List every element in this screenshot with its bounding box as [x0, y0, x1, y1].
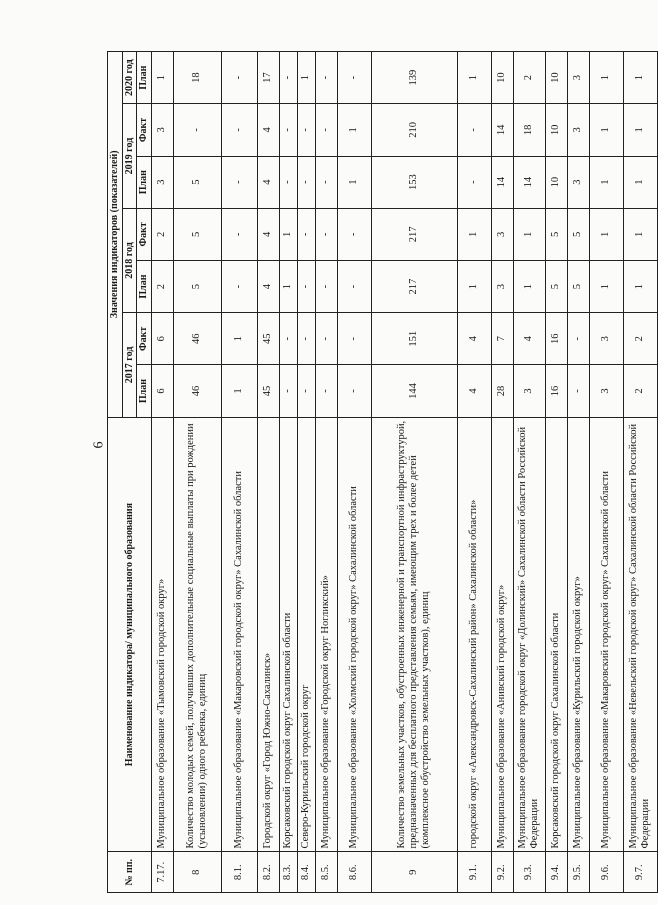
value-cell-p2020: 18: [173, 52, 221, 104]
value-cell-p2019: 3: [567, 156, 589, 208]
row-number-cell: 9.4.: [545, 852, 567, 893]
header-plan: План: [137, 260, 152, 312]
indicators-table: [107, 51, 658, 893]
indicator-name-cell: городской округ «Александровск-Сахалинский район» Сахалинской области»: [457, 417, 491, 852]
header-num: № пп.: [108, 852, 152, 893]
value-cell-p2020: 1: [589, 52, 623, 104]
value-cell-f2018: -: [297, 208, 315, 260]
value-cell-f2017: -: [337, 313, 371, 365]
value-cell-f2018: -: [315, 208, 337, 260]
value-cell-p2017: 45: [257, 365, 279, 417]
value-cell-p2017: -: [567, 365, 589, 417]
table-row: [513, 52, 545, 893]
header-group: Значения индикаторов (показателей): [108, 52, 123, 418]
value-cell-p2017: 2: [623, 365, 657, 417]
value-cell-f2019: -: [297, 104, 315, 156]
value-cell-p2019: -: [315, 156, 337, 208]
row-number-cell: 9.2.: [491, 852, 513, 893]
value-cell-p2018: 217: [371, 260, 457, 312]
row-number-cell: 8.1.: [221, 852, 257, 893]
indicator-name-cell: Муниципальное образование «Курильский городской округ»: [567, 417, 589, 852]
value-cell-f2018: 4: [257, 208, 279, 260]
value-cell-p2019: -: [457, 156, 491, 208]
value-cell-p2018: 5: [173, 260, 221, 312]
value-cell-p2018: -: [315, 260, 337, 312]
value-cell-p2017: 16: [545, 365, 567, 417]
value-cell-p2018: 5: [545, 260, 567, 312]
row-number-cell: 9.5.: [567, 852, 589, 893]
value-cell-p2020: 3: [567, 52, 589, 104]
value-cell-p2020: 17: [257, 52, 279, 104]
row-number-cell: 9: [371, 852, 457, 893]
value-cell-f2018: 5: [567, 208, 589, 260]
header-year-2018: 2018 год: [122, 208, 137, 312]
indicator-name-cell: Муниципальное образование городской округ «Долинский» Сахалинской области Российской Федерации: [513, 417, 545, 852]
value-cell-p2019: 153: [371, 156, 457, 208]
table-row: [173, 52, 221, 893]
value-cell-p2017: 1: [221, 365, 257, 417]
value-cell-p2019: 3: [151, 156, 173, 208]
page-number: 6: [91, 441, 107, 449]
value-cell-f2019: 3: [151, 104, 173, 156]
indicator-name-cell: Корсаковский городской округ Сахалинской области: [545, 417, 567, 852]
header-year-2019: 2019 год: [122, 104, 137, 208]
value-cell-p2020: 139: [371, 52, 457, 104]
value-cell-p2017: -: [337, 365, 371, 417]
value-cell-f2017: -: [279, 313, 297, 365]
header-year-2017: 2017 год: [122, 313, 137, 417]
value-cell-p2020: 1: [623, 52, 657, 104]
value-cell-f2017: 45: [257, 313, 279, 365]
value-cell-p2017: 4: [457, 365, 491, 417]
value-cell-f2017: 3: [589, 313, 623, 365]
indicator-name-cell: Муниципальное образование «Городской округ Ногликский»: [315, 417, 337, 852]
value-cell-f2017: 7: [491, 313, 513, 365]
value-cell-f2019: 1: [337, 104, 371, 156]
value-cell-p2020: -: [279, 52, 297, 104]
value-cell-p2019: 5: [173, 156, 221, 208]
value-cell-f2019: -: [173, 104, 221, 156]
row-number-cell: 8.3.: [279, 852, 297, 893]
row-number-cell: 7.17.: [151, 852, 173, 893]
value-cell-f2018: 1: [513, 208, 545, 260]
value-cell-f2019: -: [457, 104, 491, 156]
header-plan: План: [137, 156, 152, 208]
table-row: [371, 52, 457, 893]
value-cell-p2018: 4: [257, 260, 279, 312]
header-year-2020: 2020 год: [122, 52, 137, 104]
value-cell-f2017: -: [297, 313, 315, 365]
value-cell-p2017: -: [315, 365, 337, 417]
table-row: [297, 52, 315, 893]
value-cell-p2017: 46: [173, 365, 221, 417]
indicator-name-cell: Городской округ «Город Южно-Сахалинск»: [257, 417, 279, 852]
value-cell-p2019: 4: [257, 156, 279, 208]
value-cell-p2018: 3: [491, 260, 513, 312]
row-number-cell: 9.1.: [457, 852, 491, 893]
value-cell-p2017: -: [297, 365, 315, 417]
value-cell-p2017: 144: [371, 365, 457, 417]
value-cell-p2020: 1: [457, 52, 491, 104]
value-cell-p2020: 2: [513, 52, 545, 104]
indicator-name-cell: Муниципальное образование «Макаровский городской округ» Сахалинской области: [221, 417, 257, 852]
value-cell-f2018: 2: [151, 208, 173, 260]
value-cell-f2019: -: [315, 104, 337, 156]
row-number-cell: 8: [173, 852, 221, 893]
value-cell-p2020: -: [315, 52, 337, 104]
table-body: [151, 52, 657, 893]
indicator-name-cell: Северо-Курильский городской округ: [297, 417, 315, 852]
value-cell-p2018: 1: [513, 260, 545, 312]
value-cell-p2020: 1: [151, 52, 173, 104]
value-cell-p2018: 1: [589, 260, 623, 312]
value-cell-p2018: 1: [623, 260, 657, 312]
table-row: [589, 52, 623, 893]
value-cell-p2020: 10: [545, 52, 567, 104]
value-cell-p2018: 5: [567, 260, 589, 312]
value-cell-p2017: 3: [589, 365, 623, 417]
value-cell-p2020: -: [337, 52, 371, 104]
header-plan: План: [137, 365, 152, 417]
value-cell-p2017: 6: [151, 365, 173, 417]
value-cell-f2017: 151: [371, 313, 457, 365]
value-cell-f2017: 16: [545, 313, 567, 365]
value-cell-f2019: 18: [513, 104, 545, 156]
table-row: [491, 52, 513, 893]
header-name: Наименование индикатора/ муниципального образования: [108, 417, 152, 852]
value-cell-p2019: 10: [545, 156, 567, 208]
table-row: [623, 52, 657, 893]
value-cell-p2019: 1: [337, 156, 371, 208]
value-cell-p2019: 14: [491, 156, 513, 208]
rotated-table-wrapper: [107, 51, 651, 893]
table-row: [315, 52, 337, 893]
value-cell-p2020: -: [221, 52, 257, 104]
row-number-cell: 8.6.: [337, 852, 371, 893]
indicator-name-cell: Муниципальное образование «Тымовский городской округ»: [151, 417, 173, 852]
value-cell-p2020: 10: [491, 52, 513, 104]
value-cell-p2018: 2: [151, 260, 173, 312]
value-cell-f2019: 1: [589, 104, 623, 156]
row-number-cell: 9.7.: [623, 852, 657, 893]
value-cell-f2017: 4: [457, 313, 491, 365]
indicator-name-cell: Муниципальное образование «Невельский городской округ» Сахалинской области Российской Федерации: [623, 417, 657, 852]
table-row: [151, 52, 173, 893]
value-cell-p2019: 14: [513, 156, 545, 208]
value-cell-p2018: -: [221, 260, 257, 312]
indicator-name-cell: Муниципальное образование «Анивский городской округ»: [491, 417, 513, 852]
value-cell-p2020: 1: [297, 52, 315, 104]
header-fact: Факт: [137, 104, 152, 156]
row-number-cell: 9.6.: [589, 852, 623, 893]
value-cell-p2019: 1: [589, 156, 623, 208]
value-cell-f2019: 3: [567, 104, 589, 156]
value-cell-p2018: 1: [457, 260, 491, 312]
value-cell-f2018: -: [337, 208, 371, 260]
value-cell-p2019: 1: [623, 156, 657, 208]
table-row: [457, 52, 491, 893]
table-row: [337, 52, 371, 893]
header-plan: План: [137, 52, 152, 104]
value-cell-f2018: -: [221, 208, 257, 260]
table-row: [221, 52, 257, 893]
value-cell-f2019: 1: [623, 104, 657, 156]
value-cell-f2018: 5: [173, 208, 221, 260]
value-cell-p2019: -: [279, 156, 297, 208]
value-cell-f2019: 10: [545, 104, 567, 156]
table-row: [257, 52, 279, 893]
value-cell-f2017: 6: [151, 313, 173, 365]
table-row: [545, 52, 567, 893]
value-cell-f2019: 4: [257, 104, 279, 156]
value-cell-f2018: 5: [545, 208, 567, 260]
value-cell-f2019: -: [279, 104, 297, 156]
value-cell-p2017: 3: [513, 365, 545, 417]
value-cell-f2017: 46: [173, 313, 221, 365]
value-cell-p2017: 28: [491, 365, 513, 417]
indicator-name-cell: Муниципальное образование «Холмский городской округ» Сахалинской области: [337, 417, 371, 852]
value-cell-f2017: -: [315, 313, 337, 365]
value-cell-f2017: 4: [513, 313, 545, 365]
value-cell-p2019: -: [297, 156, 315, 208]
value-cell-p2017: -: [279, 365, 297, 417]
value-cell-f2019: 14: [491, 104, 513, 156]
table-row: [567, 52, 589, 893]
value-cell-f2019: 210: [371, 104, 457, 156]
row-number-cell: 9.3.: [513, 852, 545, 893]
indicator-name-cell: Количество земельных участков, обустроенных инженерной и транспортной инфраструктурой, предназначенных для бесплатного представления семьям, имеющим трех и более детей (комплексное обустройство земельных участков), единиц: [371, 417, 457, 852]
value-cell-p2018: -: [337, 260, 371, 312]
value-cell-f2018: 217: [371, 208, 457, 260]
indicator-name-cell: Муниципальное образование «Макаровский городской округ» Сахалинской области: [589, 417, 623, 852]
header-fact: Факт: [137, 208, 152, 260]
value-cell-f2018: 1: [279, 208, 297, 260]
value-cell-p2019: -: [221, 156, 257, 208]
value-cell-f2017: -: [567, 313, 589, 365]
header-fact: Факт: [137, 313, 152, 365]
indicator-name-cell: Количество молодых семей, получивших дополнительные социальные выплаты при рождении (усыновлении) одного ребенка, единиц: [173, 417, 221, 852]
value-cell-f2017: 1: [221, 313, 257, 365]
value-cell-f2018: 1: [457, 208, 491, 260]
value-cell-f2018: 3: [491, 208, 513, 260]
value-cell-f2018: 1: [623, 208, 657, 260]
value-cell-p2018: -: [297, 260, 315, 312]
row-number-cell: 8.5.: [315, 852, 337, 893]
row-number-cell: 8.4.: [297, 852, 315, 893]
value-cell-f2019: -: [221, 104, 257, 156]
row-number-cell: 8.2.: [257, 852, 279, 893]
indicator-name-cell: Корсаковский городской округ Сахалинской области: [279, 417, 297, 852]
value-cell-f2017: 2: [623, 313, 657, 365]
value-cell-p2018: 1: [279, 260, 297, 312]
value-cell-f2018: 1: [589, 208, 623, 260]
table-row: [279, 52, 297, 893]
